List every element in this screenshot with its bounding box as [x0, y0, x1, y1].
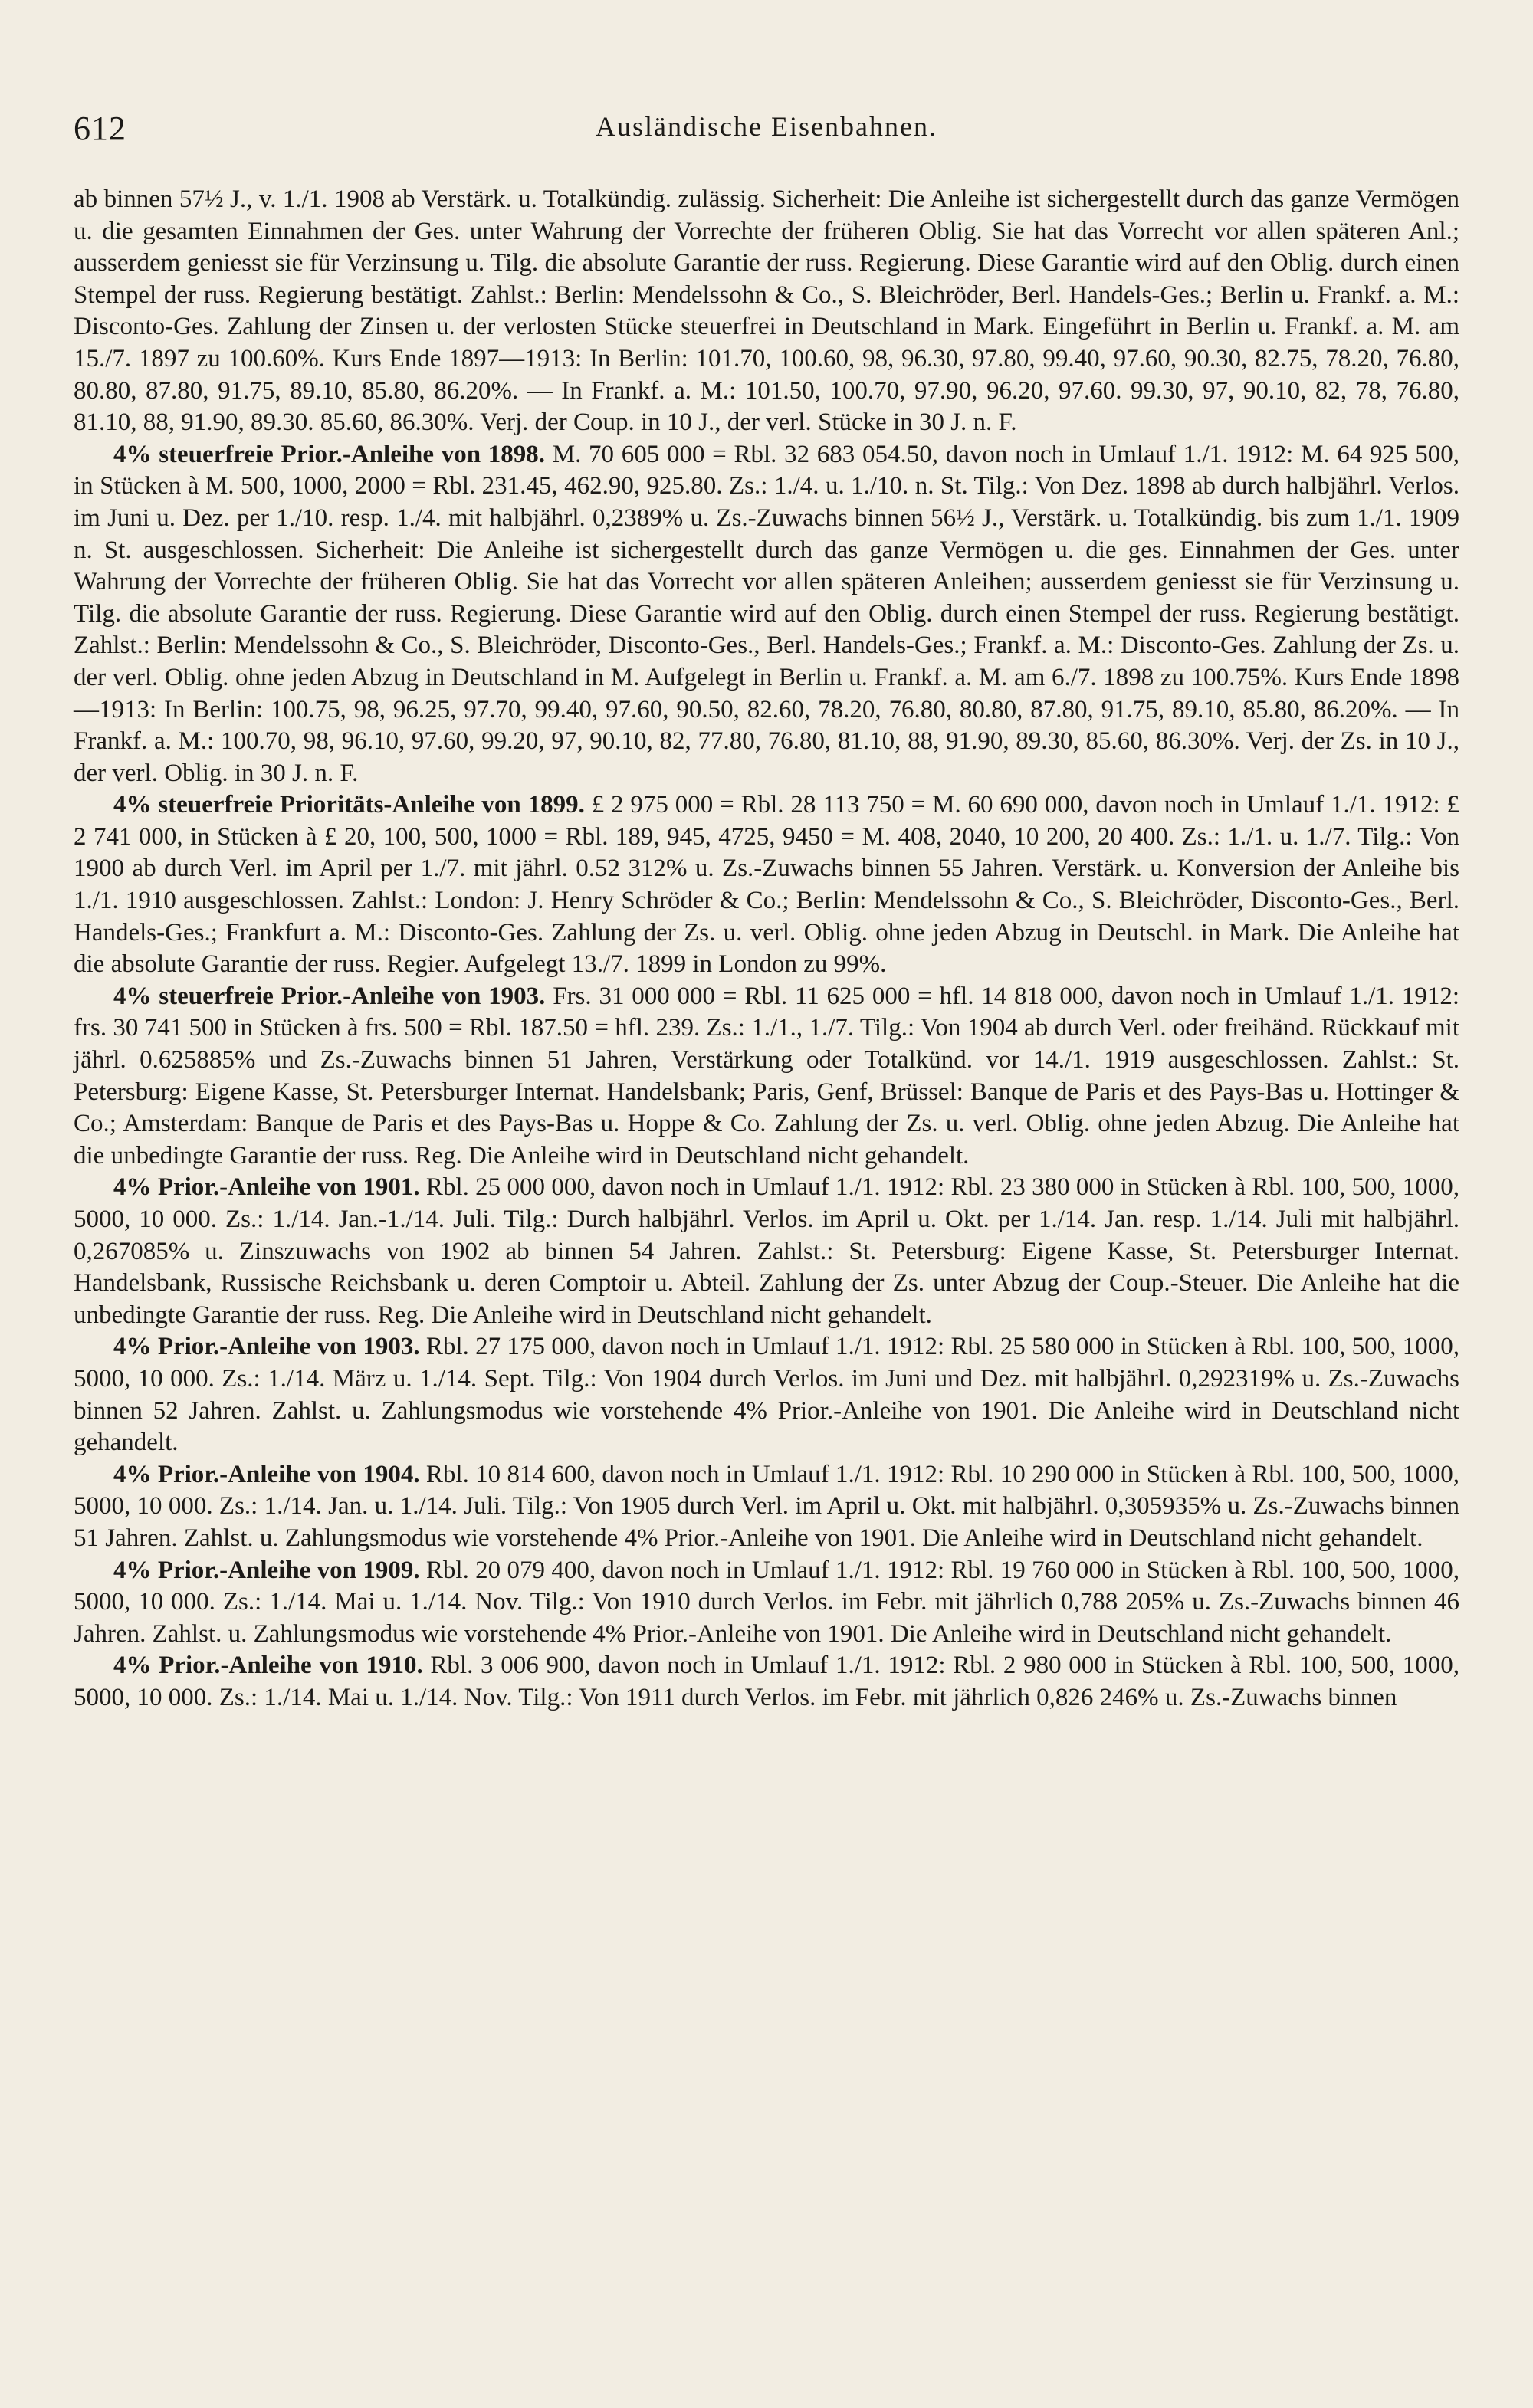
paragraph-loan-1903-rbl [74, 1331, 1459, 1458]
loan-heading: 4% steuerfreie Prior.-Anleihe von 1898. [113, 440, 546, 468]
paragraph-text: Rbl. 3 006 900, davon noch in Umlauf 1./1. 1912: Rbl. 2 980 000 in Stücken à Rbl. 100, 500, 1000, 5000, 10 000. Zs.: 1./14. Mai u. 1./14. Nov. Tilg.: Von 1911 durch Verlos. im Febr. mit jährlich 0,826 246% u. Zs.-Zuwachs binnen [74, 1652, 1459, 1711]
paragraph-text: £ 2 975 000 = Rbl. 28 113 750 = M. 60 690 000, davon noch in Umlauf 1./1. 1912: £ 2 741 000, in Stücken à £ 20, 100, 500, 1000 = Rbl. 189, 945, 4725, 9450 = M. 408, 2040, 10 200, 20 400. Zs.: 1./1. u. 1./7. Tilg.: Von 1900 ab durch Verl. im April per 1./7. mit jährl. 0.52 312% u. Zs.-Zuwachs binnen 55 Jahren. Verstärk. u. Konversion der Anleihe bis 1./1. 1910 ausgeschlossen. Zahlst.: London: J. Henry Schröder & Co.; Berlin: Mendelssohn & Co., S. Bleichröder, Disconto-Ges., Berl. Handels-Ges.; Frankfurt a. M.: Disconto-Ges. Zahlung der Zs. u. verl. Oblig. ohne jeden Abzug in Deutschl. in Mark. Die Anleihe hat die absolute Garantie der russ. Regier. Aufgelegt 13./7. 1899 in London zu 99%. [74, 791, 1460, 979]
page-body [74, 184, 1459, 1714]
loan-heading: 4% Prior.-Anleihe von 1910. [113, 1652, 423, 1680]
loan-heading: 4% Prior.-Anleihe von 1901. [113, 1173, 420, 1202]
paragraph-text: M. 70 605 000 = Rbl. 32 683 054.50, davon noch in Umlauf 1./1. 1912: M. 64 925 500, in Stücken à M. 500, 1000, 2000 = Rbl. 231.45, 462.90, 925.80. Zs.: 1./4. u. 1./10. n. St. Tilg.: Von Dez. 1898 ab durch halbjährl. Verlos. im Juni u. Dez. per 1./10. resp. 1./4. mit halbjährl. 0,2389% u. Zs.-Zuwachs binnen 56½ J., Verstärk. u. Totalkündig. bis zum 1./1. 1909 n. St. ausgeschlossen. Sicherheit: Die Anleihe ist sichergestellt durch das ganze Vermögen u. die ges. Einnahmen der Ges. unter Wahrung der Vorrechte der früheren Oblig. Sie hat das Vorrecht vor allen späteren Anleihen; ausserdem geniesst sie für Verzinsung u. Tilg. die absolute Garantie der russ. Regierung. Diese Garantie wird auf den Oblig. durch einen Stempel der russ. Regierung bestätigt. Zahlst.: Berlin: Mendelssohn & Co., S. Bleichröder, Disconto-Ges., Berl. Handels-Ges.; Frankf. a. M.: Disconto-Ges. Zahlung der Zs. u. der verl. Oblig. ohne jeden Abzug in Deutschland in M. Aufgelegt in Berlin u. Frankf. a. M. am 6./7. 1898 zu 100.75%. Kurs Ende 1898—1913: In Berlin: 100.75, 98, 96.25, 97.70, 99.40, 97.60, 90.50, 82.60, 78.20, 76.80, 80.80, 87.80, 91.75, 89.10, 85.80, 86.20%. — In Frankf. a. M.: 100.70, 98, 96.10, 97.60, 99.20, 97, 90.10, 82, 77.80, 76.80, 81.10, 88, 91.90, 89.30, 85.60, 86.30%. Verj. der Zs. in 10 J., der verl. Oblig. in 30 J. n. F. [74, 440, 1459, 787]
paragraph-loan-1901 [74, 1172, 1459, 1331]
paragraph-text: Rbl. 20 079 400, davon noch in Umlauf 1./1. 1912: Rbl. 19 760 000 in Stücken à Rbl. 100, 500, 1000, 5000, 10 000. Zs.: 1./14. Mai u. 1./14. Nov. Tilg.: Von 1910 durch Verlos. im Febr. mit jährlich 0,788 205% u. Zs.-Zuwachs binnen 46 Jahren. Zahlst. u. Zahlungsmodus wie vorstehende 4% Prior.-Anleihe von 1901. Die Anleihe wird in Deutschland nicht gehandelt. [74, 1556, 1459, 1648]
paragraph-text: Rbl. 25 000 000, davon noch in Umlauf 1./1. 1912: Rbl. 23 380 000 in Stücken à Rbl. 100, 500, 1000, 5000, 10 000. Zs.: 1./14. Jan.-1./14. Juli. Tilg.: Durch halbjährl. Verlos. im April u. Okt. per 1./14. Jan. resp. 1./14. Juli mit halbjährl. 0,267085% u. Zinszuwachs von 1902 ab binnen 54 Jahren. Zahlst.: St. Petersburg: Eigene Kasse, St. Petersburger Internat. Handelsbank, Russische Reichsbank u. deren Comptoir u. Abteil. Zahlung der Zs. unter Abzug der Coup.-Steuer. Die Anleihe hat die unbedingte Garantie der russ. Reg. Die Anleihe wird in Deutschland nicht gehandelt. [74, 1173, 1459, 1329]
loan-heading: 4% steuerfreie Prioritäts-Anleihe von 1899. [113, 791, 585, 819]
paragraph-loan-1898 [74, 439, 1459, 790]
running-title: Ausländische Eisenbahnen. [596, 111, 937, 142]
paragraph-text: Rbl. 10 814 600, davon noch in Umlauf 1./1. 1912: Rbl. 10 290 000 in Stücken à Rbl. 100, 500, 1000, 5000, 10 000. Zs.: 1./14. Jan. u. 1./14. Juli. Tilg.: Von 1905 durch Verl. im April u. Okt. mit halbjährl. 0,305935% u. Zs.-Zuwachs binnen 51 Jahren. Zahlst. u. Zahlungsmodus wie vorstehende 4% Prior.-Anleihe von 1901. Die Anleihe wird in Deutschland nicht gehandelt. [74, 1460, 1459, 1552]
paragraph-continuation [74, 184, 1459, 439]
loan-heading: 4% steuerfreie Prior.-Anleihe von 1903. [113, 982, 546, 1010]
loan-heading: 4% Prior.-Anleihe von 1909. [113, 1556, 420, 1584]
loan-heading: 4% Prior.-Anleihe von 1903. [113, 1333, 420, 1361]
paragraph-loan-1909 [74, 1555, 1459, 1651]
page-header [74, 101, 1459, 162]
paragraph-text: ab binnen 57½ J., v. 1./1. 1908 ab Verstärk. u. Totalkündig. zulässig. Sicherheit: Die Anleihe ist sichergestellt durch das ganze Vermögen u. die gesamten Einnahmen der Ges. unter Wahrung der Vorrechte der früheren Oblig. Sie hat das Vorrecht vor allen späteren Anl.; ausserdem geniesst sie für Verzinsung u. Tilg. die absolute Garantie der russ. Regierung. Diese Garantie wird auf den Oblig. durch einen Stempel der russ. Regierung bestätigt. Zahlst.: Berlin: Mendelssohn & Co., S. Bleichröder, Berl. Handels-Ges.; Berlin u. Frankf. a. M.: Disconto-Ges. Zahlung der Zinsen u. der verlosten Stücke steuerfrei in Deutschland in Mark. Eingeführt in Berlin u. Frankf. a. M. am 15./7. 1897 zu 100.60%. Kurs Ende 1897—1913: In Berlin: 101.70, 100.60, 98, 96.30, 97.80, 99.40, 97.60, 90.30, 82.75, 78.20, 76.80, 80.80, 87.80, 91.75, 89.10, 85.80, 86.20%. — In Frankf. a. M.: 101.50, 100.70, 97.90, 96.20, 97.60. 99.30, 97, 90.10, 82, 78, 76.80, 81.10, 88, 91.90, 89.30. 85.60, 86.30%. Verj. der Coup. in 10 J., der verl. Stücke in 30 J. n. F. [74, 185, 1459, 437]
paragraph-loan-1899 [74, 789, 1459, 981]
paragraph-text: Rbl. 27 175 000, davon noch in Umlauf 1./1. 1912: Rbl. 25 580 000 in Stücken à Rbl. 100, 500, 1000, 5000, 10 000. Zs.: 1./14. März u. 1./14. Sept. Tilg.: Von 1904 durch Verlos. im Juni und Dez. mit halbjährl. 0,292319% u. Zs.-Zuwachs binnen 52 Jahren. Zahlst. u. Zahlungsmodus wie vorstehende 4% Prior.-Anleihe von 1901. Die Anleihe wird in Deutschland nicht gehandelt. [74, 1333, 1459, 1457]
loan-heading: 4% Prior.-Anleihe von 1904. [113, 1460, 420, 1488]
paragraph-loan-1903-frs [74, 981, 1459, 1173]
paragraph-text: Frs. 31 000 000 = Rbl. 11 625 000 = hfl. 14 818 000, davon noch in Umlauf 1./1. 1912: frs. 30 741 500 in Stücken à frs. 500 = Rbl. 187.50 = hfl. 239. Zs.: 1./1., 1./7. Tilg.: Von 1904 ab durch Verl. oder freihänd. Rückkauf mit jährl. 0.625885% und Zs.-Zuwachs binnen 51 Jahren, Verstärkung oder Totalkünd. vor 14./1. 1919 ausgeschlossen. Zahlst.: St. Petersburg: Eigene Kasse, St. Petersburger Internat. Handelsbank; Paris, Genf, Brüssel: Banque de Paris et des Pays-Bas u. Hottinger & Co.; Amsterdam: Banque de Paris et des Pays-Bas u. Hoppe & Co. Zahlung der Zs. u. verl. Oblig. ohne jeden Abzug. Die Anleihe hat die unbedingte Garantie der russ. Reg. Die Anleihe wird in Deutschland nicht gehandelt. [74, 982, 1459, 1170]
page-number: 612 [74, 110, 126, 147]
paragraph-loan-1910 [74, 1650, 1459, 1714]
paragraph-loan-1904 [74, 1459, 1459, 1555]
